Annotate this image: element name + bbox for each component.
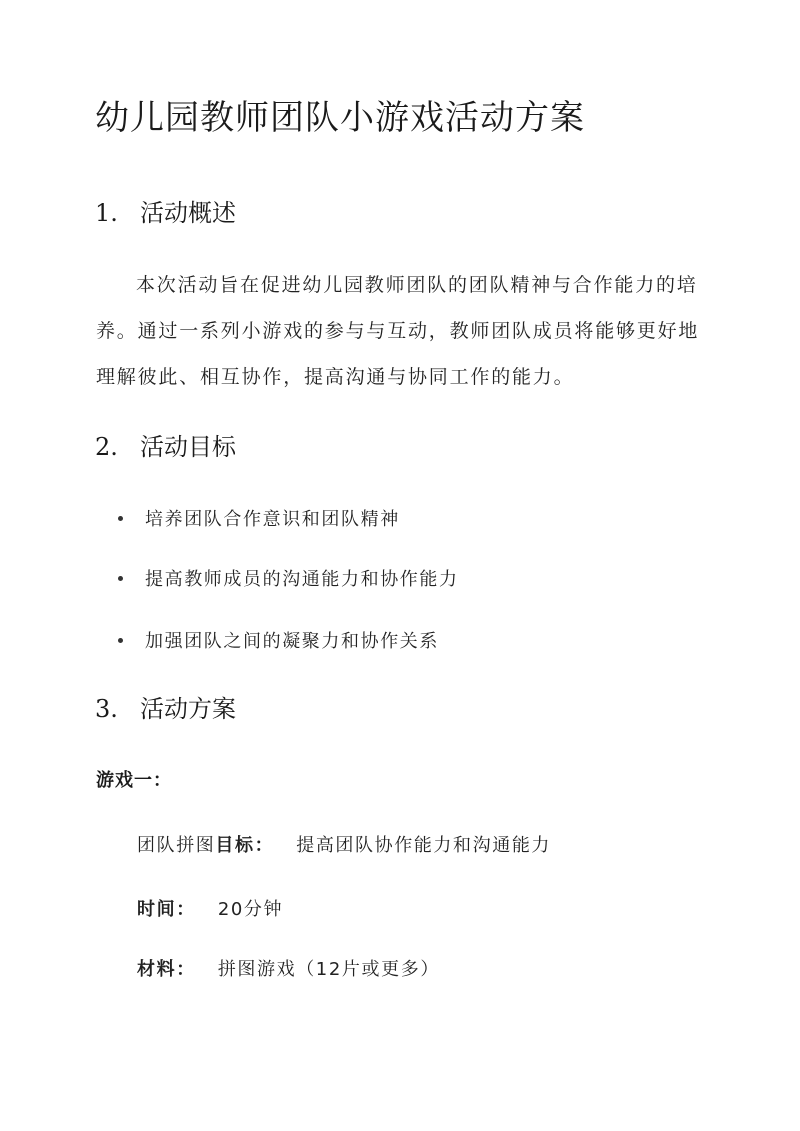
goal-label: 目标： — [215, 835, 275, 856]
section-title: 活动概述 — [140, 199, 236, 227]
bullet-icon — [118, 516, 123, 521]
time-value: 20分钟 — [217, 899, 284, 920]
goal-list-item — [118, 567, 459, 593]
section-number: 1. — [95, 199, 118, 227]
section-heading-plan — [95, 692, 236, 726]
section-number: 2. — [95, 433, 118, 461]
game-name: 团队拼图 — [137, 835, 216, 856]
goal-text: 培养团队合作意识和团队精神 — [145, 509, 400, 530]
section-heading-goals — [95, 430, 236, 464]
document-title: 幼儿园教师团队小游戏活动方案 — [95, 98, 585, 138]
section-title: 活动目标 — [140, 433, 236, 461]
game-one-label: 游戏一： — [96, 770, 172, 791]
goal-text: 提高教师成员的沟通能力和协作能力 — [145, 569, 459, 590]
time-label: 时间： — [137, 899, 196, 920]
section-number: 3. — [95, 695, 118, 723]
materials-label: 材料： — [137, 959, 196, 980]
goal-list-item — [118, 629, 439, 655]
goal-value: 提高团队协作能力和沟通能力 — [296, 835, 552, 856]
game-time-row — [137, 897, 283, 923]
section-heading-overview — [95, 196, 236, 230]
section-title: 活动方案 — [140, 695, 236, 723]
bullet-icon — [118, 638, 123, 643]
bullet-icon — [118, 576, 123, 581]
overview-paragraph: 本次活动旨在促进幼儿园教师团队的团队精神与合作能力的培养。通过一系列小游戏的参与与互动，教师团队成员将能够更好地理解彼此、相互协作，提高沟通与协同工作的能力。 — [96, 274, 700, 388]
game-goal-row — [137, 833, 551, 859]
goal-text: 加强团队之间的凝聚力和协作关系 — [145, 631, 439, 652]
game-materials-row — [137, 957, 440, 983]
materials-value: 拼图游戏（12片或更多） — [217, 959, 440, 980]
goal-list-item — [118, 507, 400, 533]
